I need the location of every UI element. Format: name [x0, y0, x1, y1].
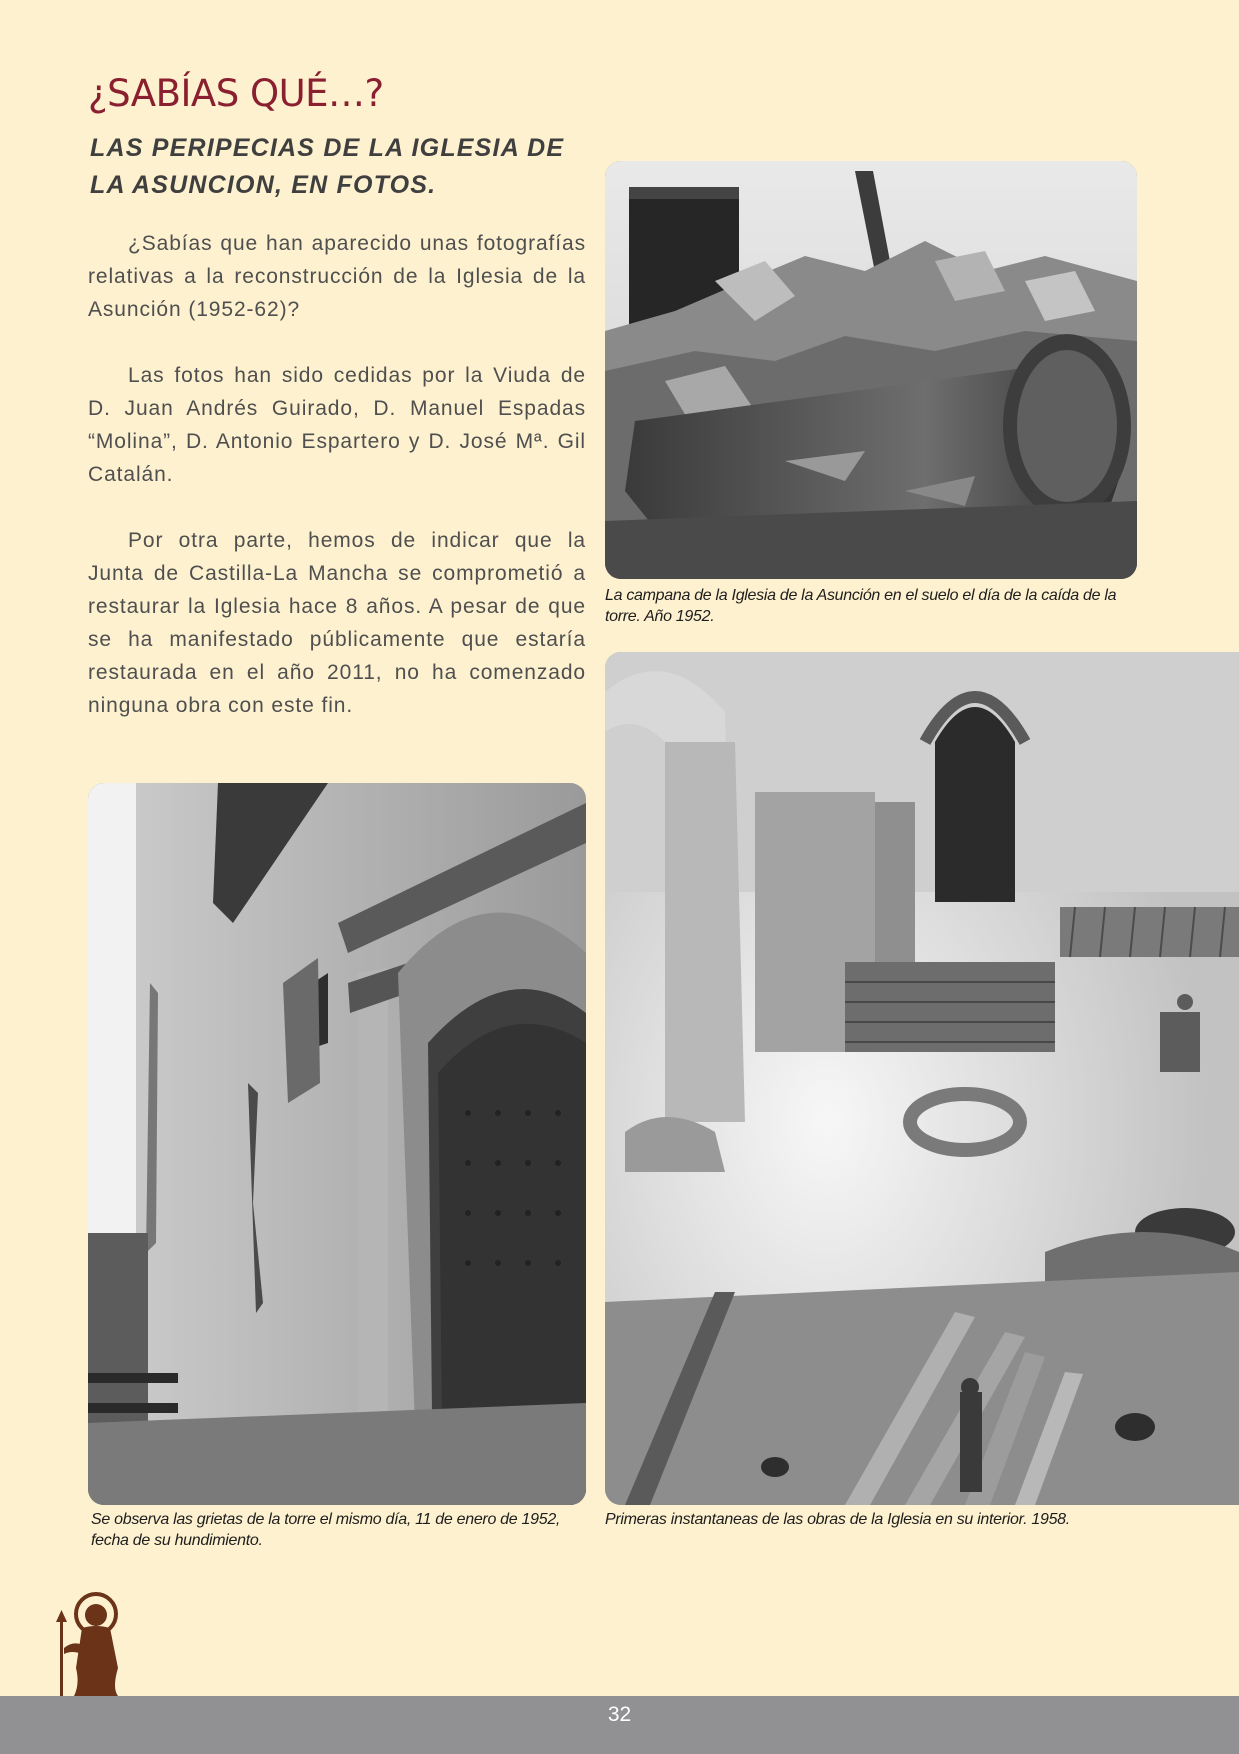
caption-church-facade: Se observa las grietas de la torre el mismo día, 11 de enero de 1952, fecha de su hundimiento. — [91, 1511, 561, 1549]
paragraph-2: Las fotos han sido cedidas por la Viuda de D. Juan Andrés Guirado, D. Manuel Espadas “Molina”, D. Antonio Espartero y D. José Mª. Gil Catalán. — [88, 364, 586, 486]
article-headline — [90, 130, 600, 204]
headline-line-2: LA ASUNCION, EN FOTOS. — [90, 171, 437, 199]
caption-church-interior: Primeras instantaneas de las obras de la Iglesia en su interior. 1958. — [605, 1511, 1070, 1528]
photo-church-interior — [605, 652, 1239, 1505]
page-number: 32 — [607, 1703, 632, 1726]
section-kicker: ¿SABÍAS QUÉ…? — [88, 72, 384, 115]
headline-line-1: LAS PERIPECIAS DE LA IGLESIA DE — [90, 134, 565, 162]
caption-fallen-bell: La campana de la Iglesia de la Asunción en el suelo el día de la caída de la torre. Año 1952. — [605, 587, 1117, 625]
photo-fallen-bell — [605, 161, 1137, 579]
saint-emblem-icon — [52, 1588, 132, 1696]
paragraph-1: ¿Sabías que han aparecido unas fotografías relativas a la reconstrucción de la Iglesia de la Asunción (1952-62)? — [88, 232, 586, 321]
article-body — [88, 227, 586, 755]
paragraph-3: Por otra parte, hemos de indicar que la Junta de Castilla-La Mancha se comprometió a restaurar la Iglesia hace 8 años. A pesar de que se ha manifestado públicamente que estaría restaurada en el año 2011, no ha comenzado ninguna obra con este fin. — [88, 529, 586, 717]
photo-church-facade — [88, 783, 586, 1505]
